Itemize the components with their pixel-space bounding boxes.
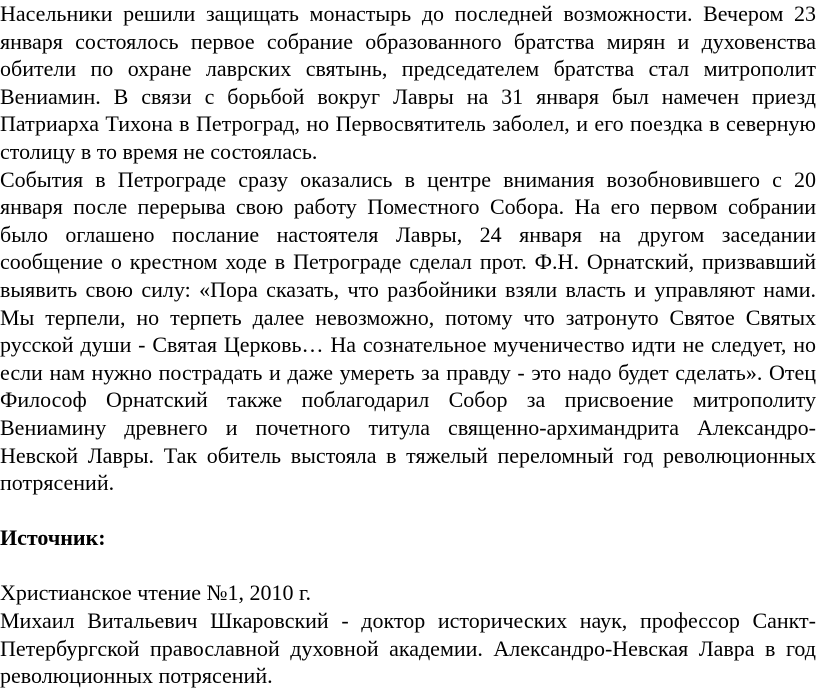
paragraph-1: Насельники решили защищать монастырь до последней возможности. Вечером 23 января состоялось первое собрание образованного братства мирян и духовенства обители по охране лаврских святынь, председателем братства стал митрополит Вениамин. В связи с борьбой вокруг Лавры на 31 января был намечен приезд Патриарха Тихона в Петроград, но Первосвятитель заболел, и его поездка в северную столицу в то время не состоялась.: [0, 1, 816, 164]
blank-line: [0, 552, 816, 580]
paragraph-2: События в Петрограде сразу оказались в центре внимания возобновившего с 20 января после перерыва свою работу Поместного Собора. На его первом собрании было оглашено послание настоятеля Лавры, 24 января на другом заседании сообщение о крестном ходе в Петрограде сделал прот. Ф.Н. Орнатский, призвавший выявить свою силу: «Пора сказать, что разбойники взяли власть и управляют нами. Мы терпели, но терпеть далее невозможно, потому что затронуто Святое Святых русской души - Святая Церковь… На сознательное мученичество идти не следует, но если нам нужно пострадать и даже умереть за правду - это надо будет сделать». Отец Философ Орнатский также поблагодарил Собор за присвоение митрополиту Вениамину древнего и почетного титула священно-архимандрита Александро-Невской Лавры. Так обитель выстояла в тяжелый переломный год революционных потрясений.: [0, 166, 816, 496]
source-heading: Источник:: [0, 525, 106, 551]
source-author-note: Михаил Витальевич Шкаровский - доктор исторических наук, профессор Санкт-Петербургской православной духовной академии. Александро-Невская Лавра в год революционных потрясений.: [0, 608, 816, 689]
source-citation: Христианское чтение №1, 2010 г.: [0, 580, 312, 606]
blank-line: [0, 497, 816, 525]
